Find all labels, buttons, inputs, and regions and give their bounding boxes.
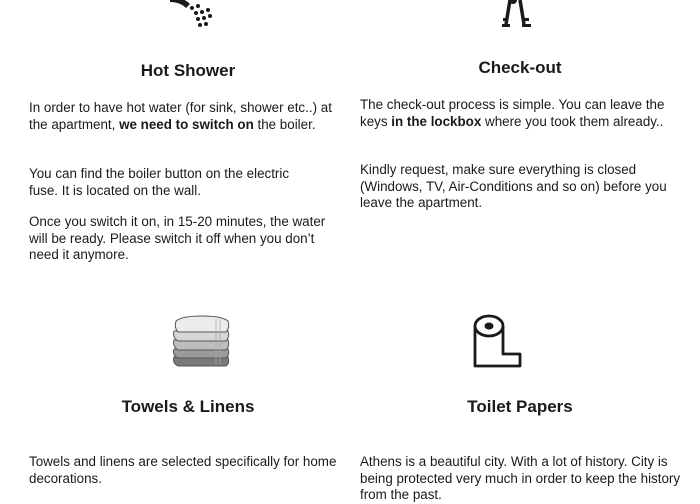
shower-icon bbox=[168, 0, 216, 30]
toilet-paper-icon bbox=[472, 314, 522, 370]
checkout-paragraph-2: Kindly request, make sure everything is closed (Windows, TV, Air-Conditions and so on) before you leave the apartment. bbox=[360, 162, 667, 210]
checkout-title: Check-out bbox=[478, 58, 562, 77]
towels-paragraph-1: Towels and linens are selected specifically for home decorations. bbox=[29, 454, 337, 486]
toilet-paragraph-1: Athens is a beautiful city. With a lot of history. City is being protected very much in order to keep the history from the past. bbox=[360, 454, 681, 502]
hot-shower-paragraph-1: In order to have hot water (for sink, shower etc..) at the apartment, we need to switch on the boiler. bbox=[29, 100, 332, 132]
hot-shower-paragraph-2: You can find the boiler button on the electric fuse. It is located on the wall. bbox=[29, 166, 290, 198]
hot-shower-title: Hot Shower bbox=[140, 61, 236, 80]
towels-icon bbox=[172, 313, 232, 369]
keys-icon bbox=[500, 0, 540, 36]
hot-shower-paragraph-3: Once you switch it on, in 15-20 minutes, the water will be ready. Please switch it off when you don’t need it anymore. bbox=[29, 214, 326, 262]
checkout-paragraph-1: The check-out process is simple. You can leave the keys in the lockbox where you took them already.. bbox=[360, 97, 665, 129]
towels-title: Towels & Linens bbox=[121, 397, 255, 416]
toilet-title: Toilet Papers bbox=[467, 397, 573, 416]
